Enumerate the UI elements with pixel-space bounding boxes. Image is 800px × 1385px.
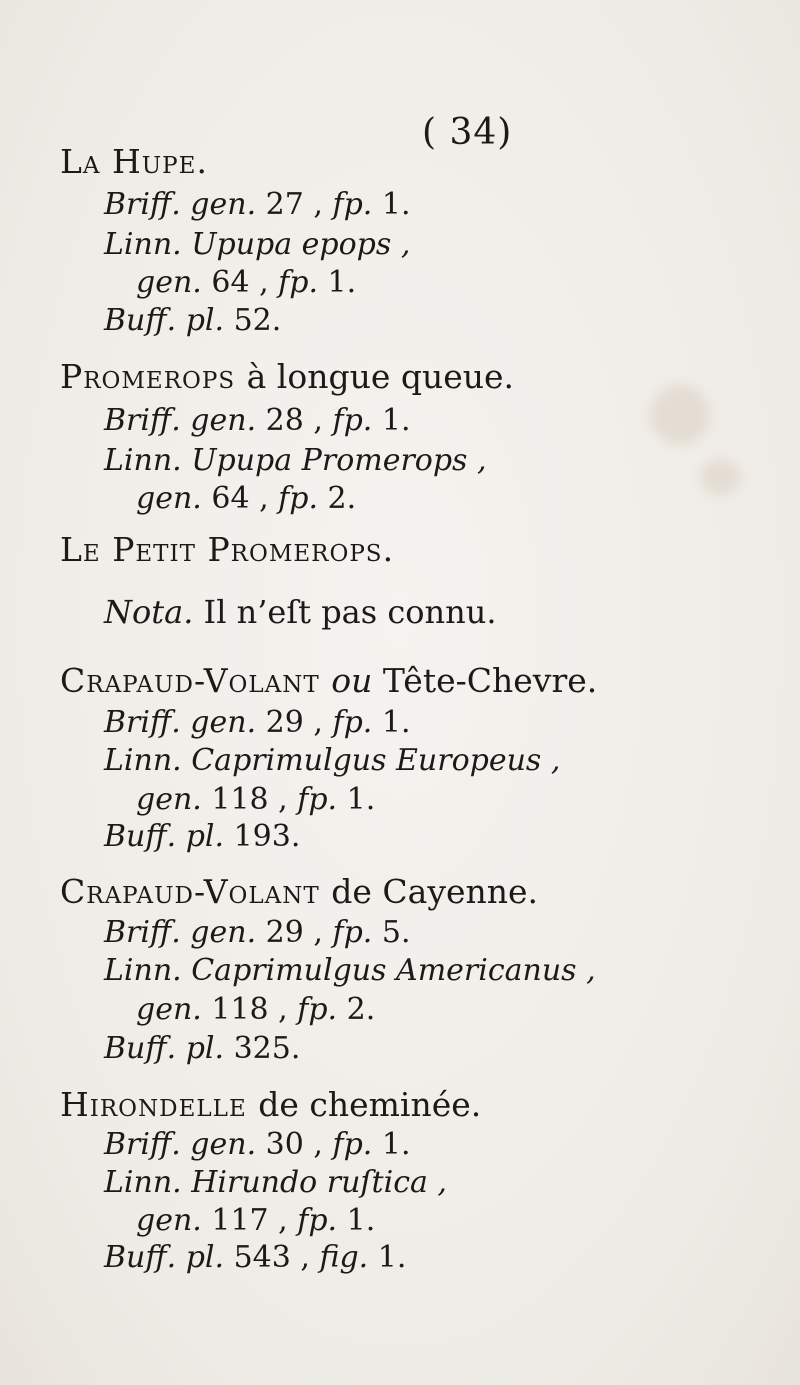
reference-line: gen. 117 , fp. 1. [136,1203,376,1238]
page-number: ( 34) [422,112,513,153]
reference-line: gen. 118 , fp. 1. [136,782,376,817]
entry-heading-crapaud-volant-cayenne: Crapaud-Volant de Cayenne. [60,872,539,911]
reference-line: gen. 118 , fp. 2. [136,992,376,1027]
reference-line: Briff. gen. 27 , fp. 1. [104,187,411,222]
reference-line: Linn. Caprimulgus Europeus , [104,743,561,778]
paper-stain [650,385,710,445]
reference-line: gen. 64 , fp. 2. [136,481,357,516]
reference-line: Linn. Caprimulgus Americanus , [104,953,596,988]
reference-line: gen. 64 , fp. 1. [136,265,357,300]
entry-heading-la-hupe: La Hupe. [60,142,208,181]
reference-line: Briff. gen. 30 , fp. 1. [104,1127,411,1162]
reference-line: Buff. pl. 543 , fig. 1. [104,1240,407,1275]
nota-line: Nota. Il n’eſt pas connu. [104,593,497,631]
paper-stain [700,460,740,495]
reference-line: Buff. pl. 193. [104,819,301,854]
reference-line: Buff. pl. 325. [104,1031,301,1066]
reference-line: Buff. pl. 52. [104,303,282,338]
reference-line: Briff. gen. 28 , fp. 1. [104,403,411,438]
entry-heading-promerops: Promerops à longue queue. [60,357,515,396]
reference-line: Linn. Hirundo ruſtica , [104,1165,447,1200]
reference-line: Briff. gen. 29 , fp. 5. [104,915,411,950]
reference-line: Briff. gen. 29 , fp. 1. [104,705,411,740]
reference-line: Linn. Upupa epops , [104,227,411,262]
reference-line: Linn. Upupa Promerops , [104,443,487,478]
entry-heading-hirondelle: Hirondelle de cheminée. [60,1085,482,1124]
entry-heading-crapaud-volant: Crapaud-Volant ou Tête-Chevre. [60,661,598,700]
entry-heading-petit-promerops: Le Petit Promerops. [60,530,395,569]
